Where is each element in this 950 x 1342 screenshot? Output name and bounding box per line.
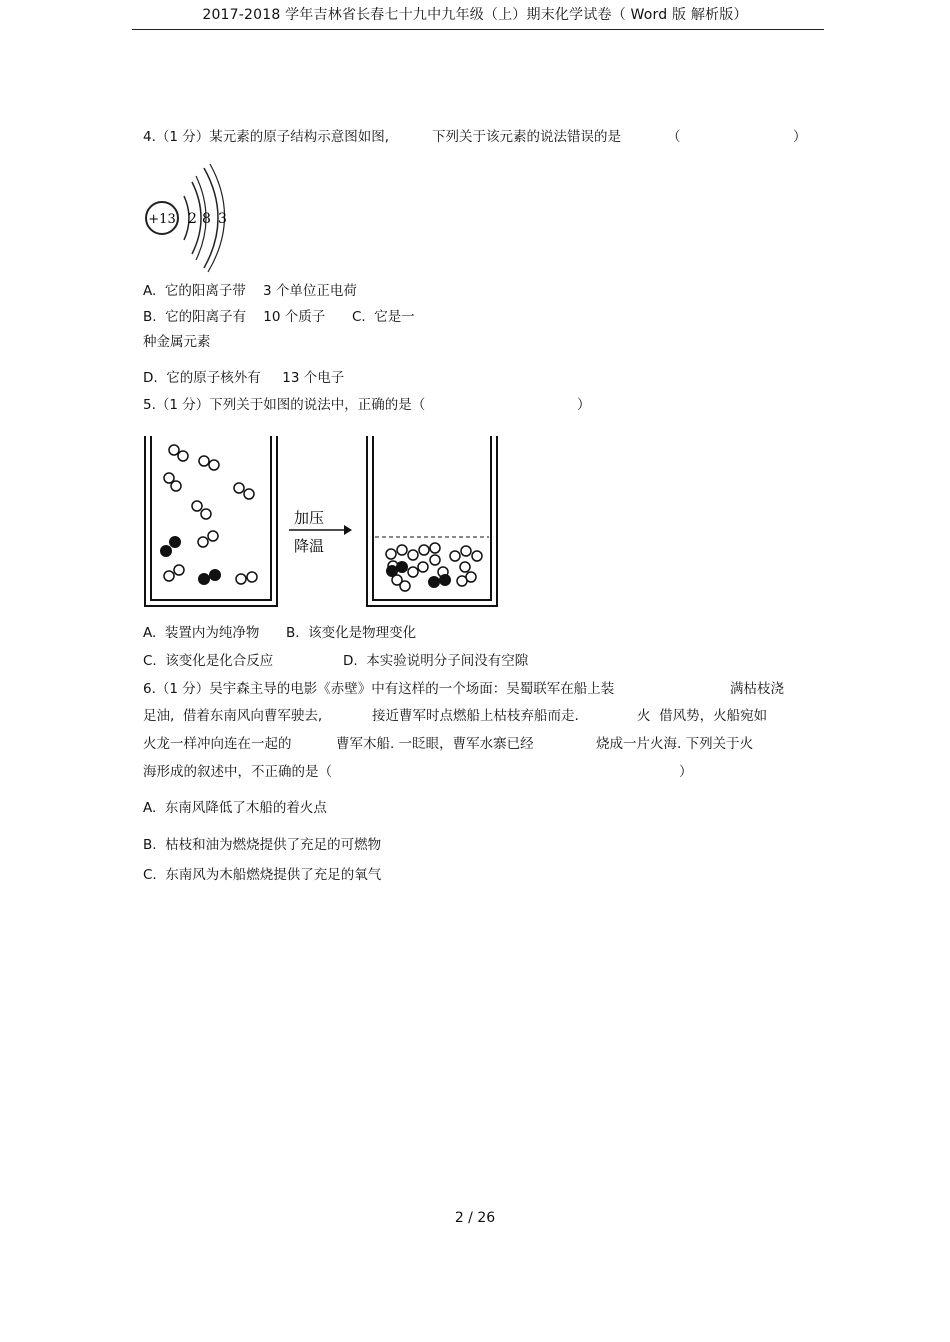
shell-1-electrons: 2 [188, 211, 197, 227]
molecules-before [164, 445, 257, 584]
q6-option-b: B. 枯枝和油为燃烧提供了充足的可燃物 [143, 837, 382, 853]
q4-option-c: C. 它是一 [352, 309, 415, 325]
q6-line-3-mid: 曹军木船. 一眨眼，曹军水寨已经 [336, 736, 534, 752]
molecule-container-diagram [143, 434, 503, 614]
q5-stem: 5.（1 分）下列关于如图的说法中，正确的是（ [143, 397, 426, 413]
q4-option-a: A. 它的阳离子带 3 个单位正电荷 [143, 283, 357, 299]
black-molecules-before [160, 536, 221, 585]
q4-option-c-cont: 种金属元素 [143, 334, 211, 350]
q4-option-d: D. 它的原子核外有 13 个电子 [143, 370, 345, 386]
q5-option-d: D. 本实验说明分子间没有空隙 [343, 653, 529, 669]
q4-stem: 4.（1 分）某元素的原子结构示意图如图, [143, 129, 390, 145]
q6-line-1: 6.（1 分）吴宇森主导的电影《赤壁》中有这样的一个场面：吴蜀联军在船上装 [143, 681, 615, 697]
header-rule [132, 29, 824, 30]
q6-option-c: C. 东南风为木船燃烧提供了充足的氧气 [143, 867, 382, 883]
q6-line-3: 火龙一样冲向连在一起的 [143, 736, 292, 752]
q6-line-4: 海形成的叙述中，不正确的是（ [143, 764, 332, 780]
q4-paren-open: （ [667, 129, 681, 145]
shell-3-electrons: 3 [218, 211, 227, 227]
q6-line-3-end: 烧成一片火海. 下列关于火 [596, 736, 754, 752]
q4-stem-cont: 下列关于该元素的说法错误的是 [432, 129, 621, 145]
q6-line-1-end: 满枯枝浇 [730, 681, 784, 697]
q6-option-a: A. 东南风降低了木船的着火点 [143, 800, 327, 816]
q6-paren-close: ） [679, 764, 693, 780]
shell-2-electrons: 8 [202, 211, 211, 227]
page-number: 2 / 26 [454, 1210, 496, 1226]
q5-option-b: B. 该变化是物理变化 [286, 625, 417, 641]
q5-option-c: C. 该变化是化合反应 [143, 653, 274, 669]
nucleus-charge: +13 [148, 212, 176, 227]
arrow-label-bottom: 降温 [294, 537, 325, 555]
q5-paren-close: ） [577, 397, 591, 413]
arrow-label-top: 加压 [294, 509, 325, 527]
q5-option-a: A. 装置内为纯净物 [143, 625, 260, 641]
q6-line-2-end: 火 借风势，火船宛如 [637, 708, 768, 724]
q4-paren-close: ） [793, 129, 807, 145]
q6-line-2: 足油, 借着东南风向曹军驶去, [143, 708, 323, 724]
q6-line-2-mid: 接近曹军时点燃船上枯枝弃船而走. [372, 708, 579, 724]
atom-structure-diagram [140, 160, 250, 275]
q4-option-b: B. 它的阳离子有 10 个质子 [143, 309, 326, 325]
document-header: 2017-2018 学年吉林省长春七十九中九年级（上）期末化学试卷（ Word 版 解析版） [202, 7, 748, 23]
